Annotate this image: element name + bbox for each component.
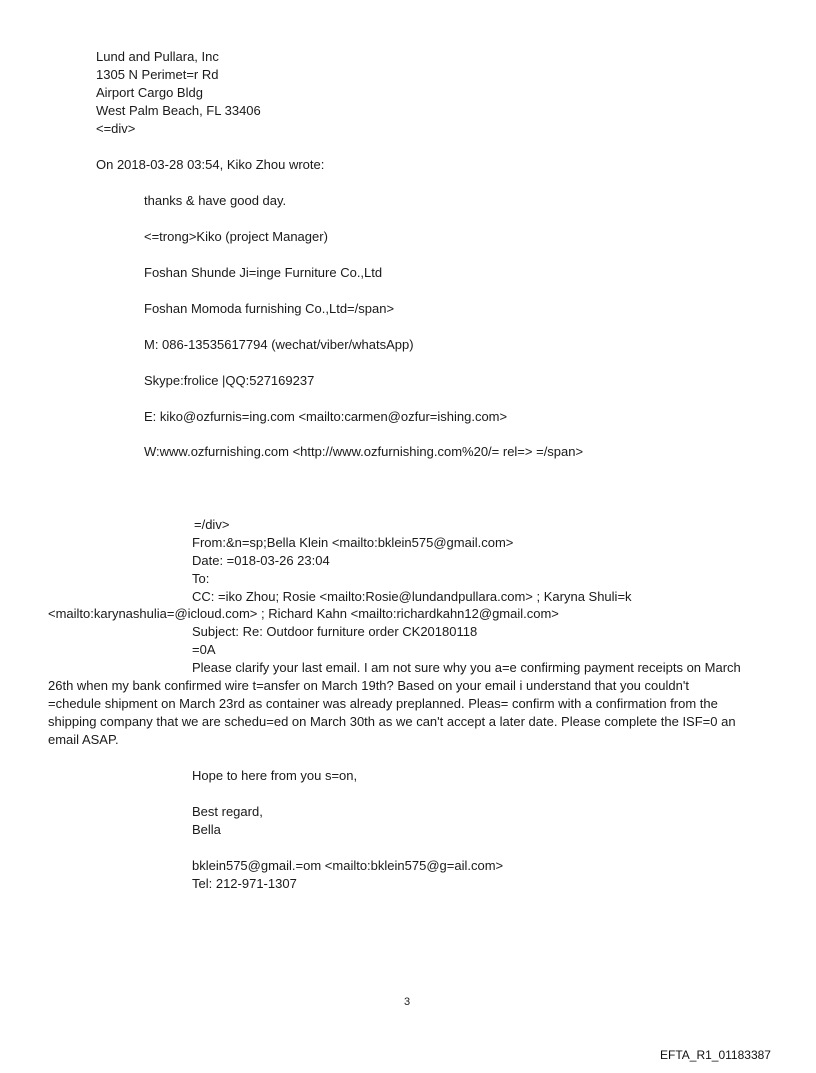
email-cc-continued: <mailto:karynashulia=@icloud.com> ; Richard Kahn <mailto:richardkahn12@gmail.com>: [48, 606, 559, 621]
address-line-1: Lund and Pullara, Inc: [96, 49, 219, 64]
body-line-4: shipping company that we are schedu=ed on March 30th as we can't accept a later date. Please complete the ISF=0 an: [48, 714, 736, 729]
kiko-mobile: M: 086-13535617794 (wechat/viber/whatsApp): [144, 337, 414, 352]
body-line-3: =chedule shipment on March 23rd as container was already preplanned. Pleas= confirm with a confirmation from the: [48, 696, 718, 711]
email-from: From:&n=sp;Bella Klein <mailto:bklein575@gmail.com>: [192, 535, 514, 550]
document-id: EFTA_R1_01183387: [660, 1048, 771, 1062]
signature-tel: Tel: 212-971-1307: [192, 876, 297, 891]
kiko-website: W:www.ozfurnishing.com <http://www.ozfurnishing.com%20/= rel=> =/span>: [144, 444, 584, 459]
address-div-tag: <=div>: [96, 121, 136, 136]
kiko-skype: Skype:frolice |QQ:527169237: [144, 373, 315, 388]
body-line-1: Please clarify your last email. I am not sure why you a=e confirming payment receipts on March: [192, 660, 741, 675]
signature-email: bklein575@gmail.=om <mailto:bklein575@g=ail.com>: [192, 858, 504, 873]
body-line-5: email ASAP.: [48, 732, 119, 747]
signature-name: Bella: [192, 822, 221, 837]
address-line-3: Airport Cargo Bldg: [96, 85, 203, 100]
email-to: To:: [192, 571, 210, 586]
kiko-company-2: Foshan Momoda furnishing Co.,Ltd=/span>: [144, 301, 395, 316]
page-number: 3: [404, 996, 411, 1008]
email-subject: Subject: Re: Outdoor furniture order CK20180118: [192, 624, 478, 639]
closing-hope: Hope to here from you s=on,: [192, 768, 358, 783]
closing-regard: Best regard,: [192, 804, 263, 819]
email-date: Date: =018-03-26 23:04: [192, 553, 330, 568]
address-line-2: 1305 N Perimet=r Rd: [96, 67, 219, 82]
kiko-email: E: kiko@ozfurnis=ing.com <mailto:carmen@ozfur=ishing.com>: [144, 409, 508, 424]
encoded-newline: =0A: [192, 642, 216, 657]
kiko-name-title: <=trong>Kiko (project Manager): [144, 229, 328, 244]
reply-header: On 2018-03-28 03:54, Kiko Zhou wrote:: [96, 157, 325, 172]
body-line-2: 26th when my bank confirmed wire t=ansfer on March 19th? Based on your email i understand that you couldn't: [48, 678, 689, 693]
email-cc: CC: =iko Zhou; Rosie <mailto:Rosie@lundandpullara.com> ; Karyna Shuli=k: [192, 589, 632, 604]
kiko-thanks: thanks & have good day.: [144, 193, 287, 208]
address-line-4: West Palm Beach, FL 33406: [96, 103, 261, 118]
kiko-company-1: Foshan Shunde Ji=inge Furniture Co.,Ltd: [144, 265, 383, 280]
div-close-tag: =/div>: [194, 517, 230, 532]
